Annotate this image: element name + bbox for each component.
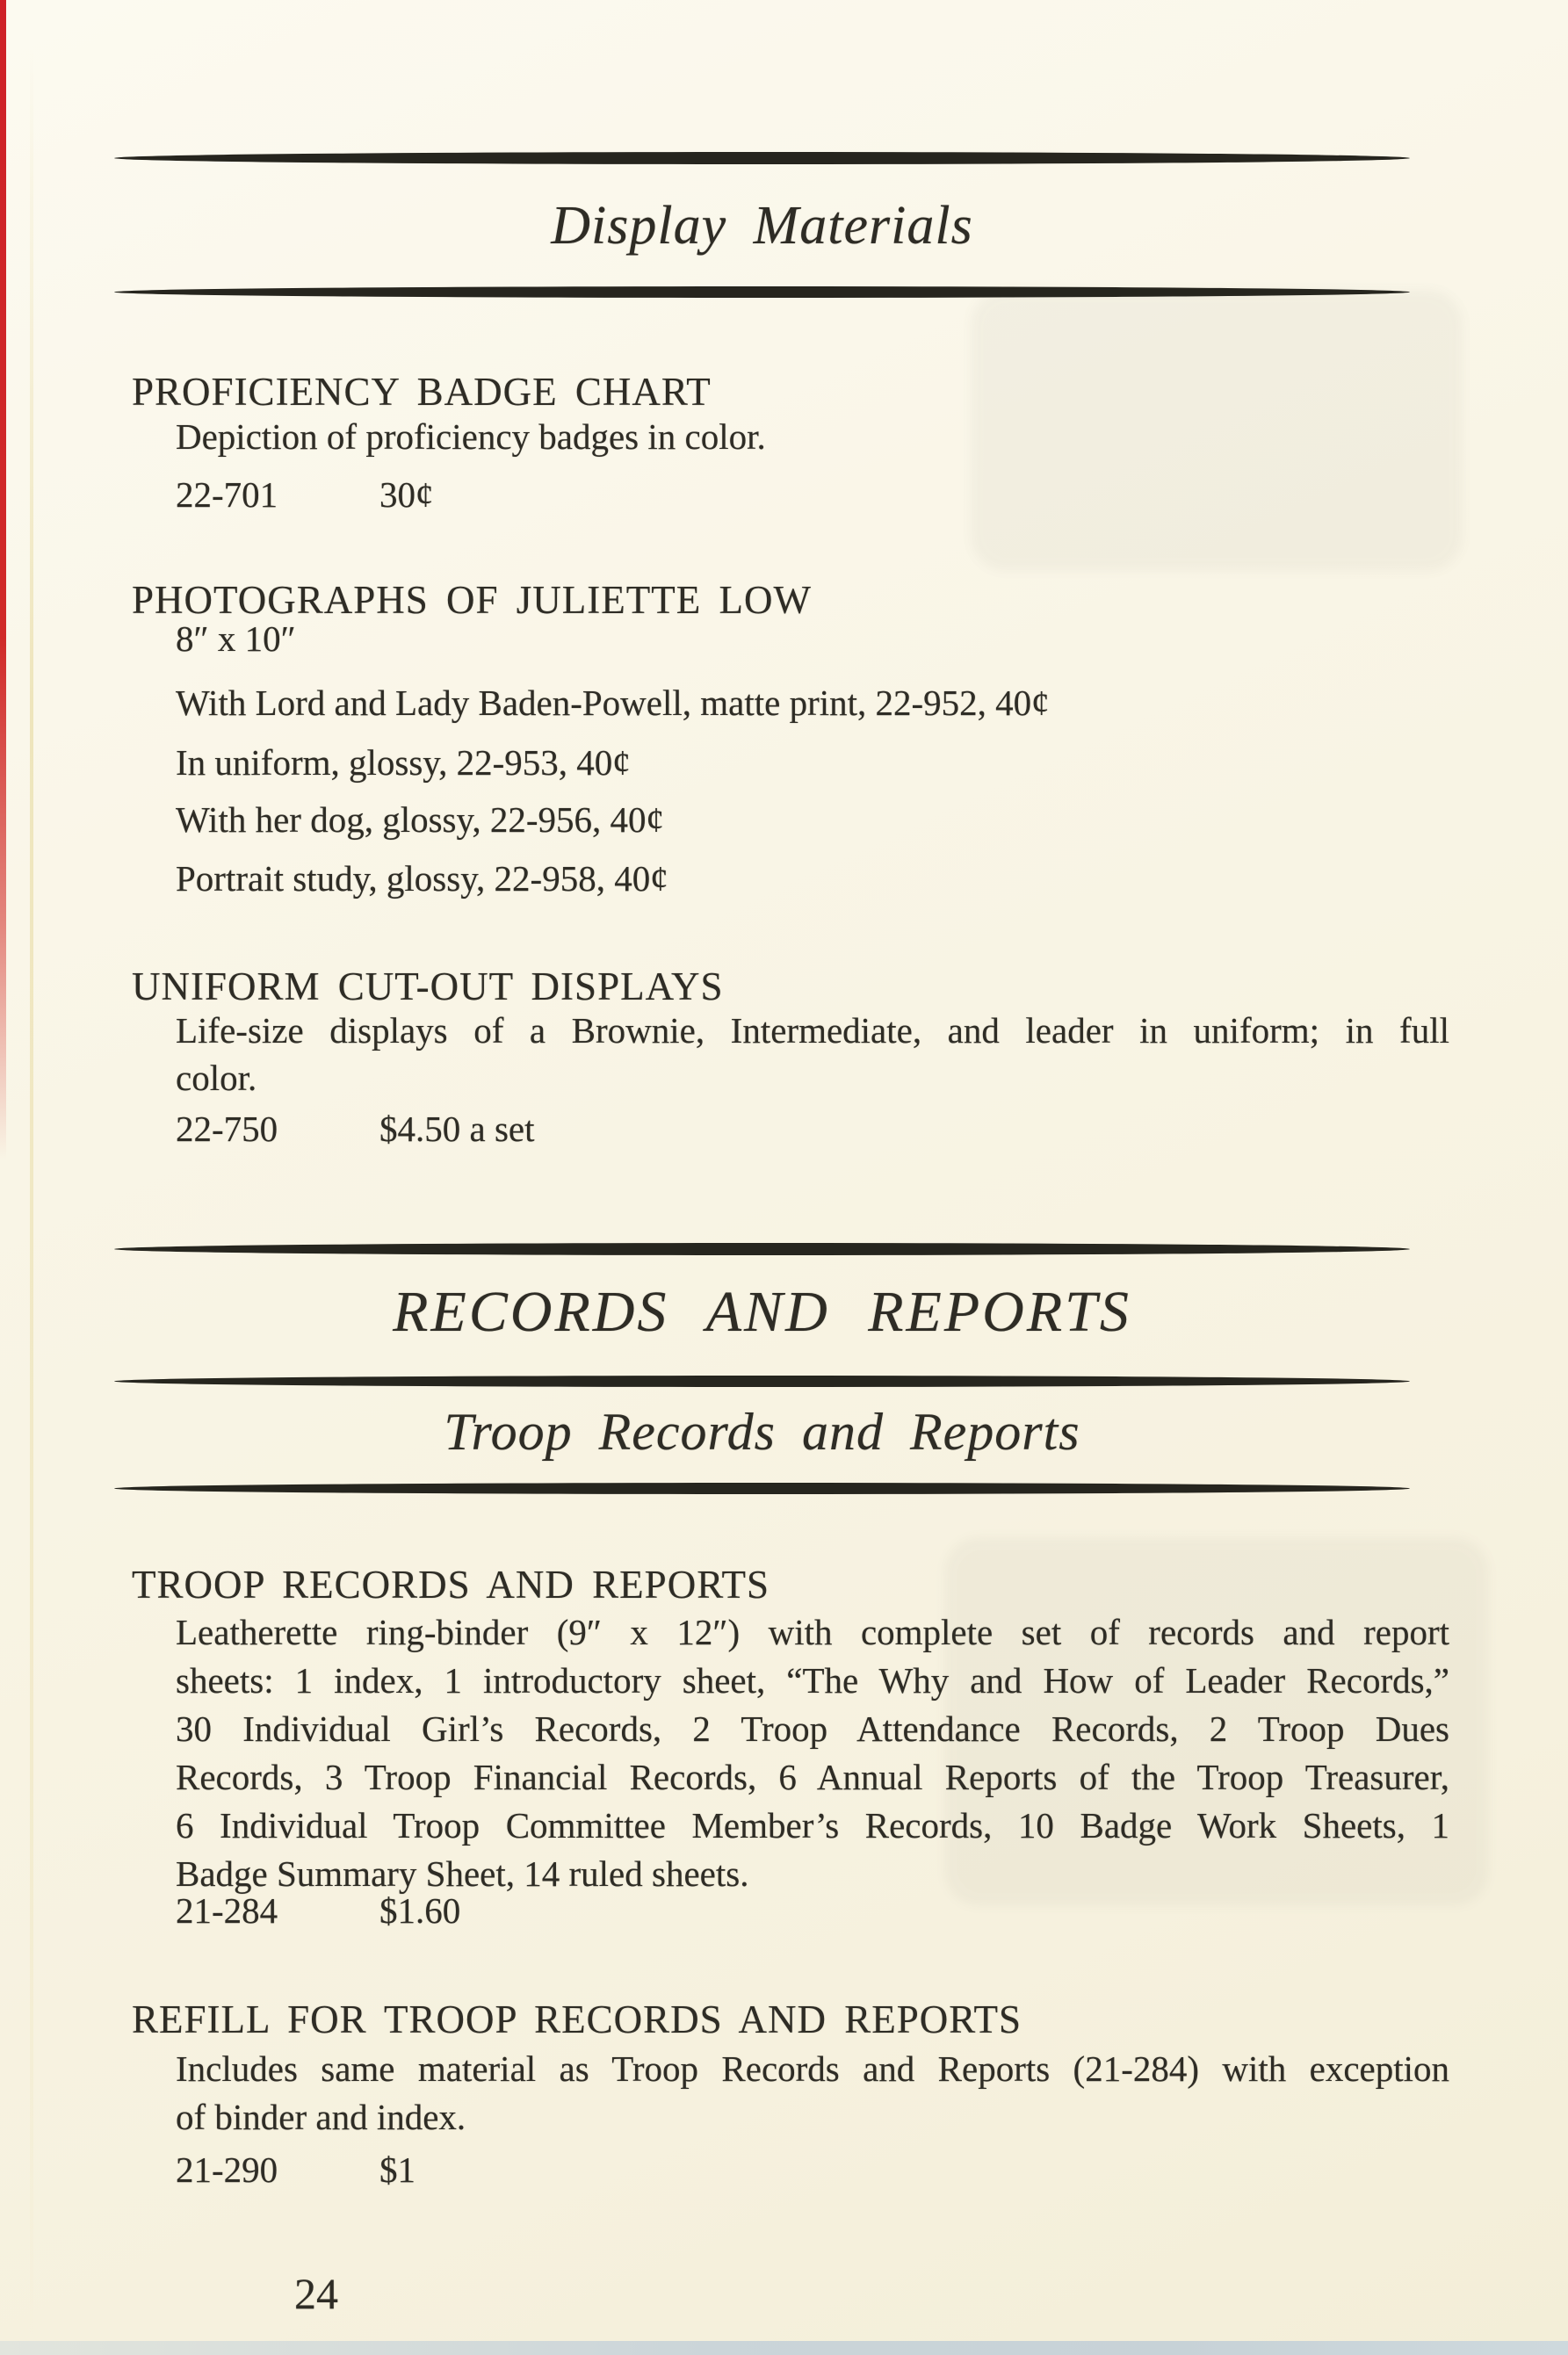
- paragraph-line: Records, 3 Troop Financial Records, 6 Annual Reports of the Troop Treasurer,: [176, 1757, 1449, 1797]
- divider-rule: [114, 1243, 1410, 1255]
- paragraph-line: Leatherette ring-binder (9″ x 12″) with complete set of records and report: [176, 1612, 1449, 1652]
- item-size: 8″ x 10″: [176, 618, 296, 659]
- item-price: 30¢: [379, 474, 434, 515]
- item-code-price-row: [176, 2149, 415, 2191]
- item-description-paragraph: [176, 2045, 1449, 2142]
- left-margin-crease: [30, 0, 33, 2355]
- page-bottom-edge: [0, 2341, 1568, 2355]
- paragraph-line: 30 Individual Girl’s Records, 2 Troop Attendance Records, 2 Troop Dues: [176, 1708, 1449, 1749]
- left-red-page-edge: [0, 0, 6, 1159]
- item-heading-troop-records-and-reports: TROOP RECORDS AND REPORTS: [132, 1563, 770, 1607]
- item-code-price-row: [176, 473, 434, 516]
- item-price: $1: [379, 2149, 415, 2190]
- subsection-title-troop-records: Troop Records and Reports: [444, 1403, 1080, 1461]
- page-number: 24: [294, 2269, 338, 2318]
- divider-rule: [114, 1483, 1410, 1494]
- item-code-price-row: [176, 1108, 535, 1150]
- divider-rule: [114, 1376, 1410, 1387]
- item-variant: With Lord and Lady Baden-Powell, matte print, 22-952, 40¢: [176, 683, 1050, 723]
- item-variant: Portrait study, glossy, 22-958, 40¢: [176, 858, 668, 899]
- paragraph-line: of binder and index.: [176, 2097, 466, 2137]
- item-heading-proficiency-badge-chart: PROFICIENCY BADGE CHART: [132, 370, 712, 414]
- paragraph-line: 6 Individual Troop Committee Member’s Records, 10 Badge Work Sheets, 1: [176, 1805, 1449, 1846]
- item-code: 22-750: [176, 1109, 278, 1149]
- bleedthrough-smudge: [971, 290, 1463, 571]
- paragraph-line: Badge Summary Sheet, 14 ruled sheets.: [176, 1853, 749, 1894]
- item-description-line: color.: [176, 1058, 257, 1098]
- item-code-price-row: [176, 1889, 460, 1932]
- item-code: 22-701: [176, 474, 278, 515]
- item-description-line: Life-size displays of a Brownie, Intermediate, and leader in uniform; in full: [176, 1010, 1449, 1051]
- section-title-records-and-reports: RECORDS AND REPORTS: [393, 1280, 1131, 1344]
- item-code: 21-290: [176, 2149, 278, 2190]
- divider-rule-under-title: [114, 286, 1410, 298]
- item-heading-photographs-juliette-low: PHOTOGRAPHS OF JULIETTE LOW: [132, 578, 812, 622]
- item-heading-refill-troop-records: REFILL FOR TROOP RECORDS AND REPORTS: [132, 1997, 1022, 2041]
- item-code: 21-284: [176, 1890, 278, 1931]
- item-description: Depiction of proficiency badges in color.: [176, 416, 766, 457]
- paragraph-line: Includes same material as Troop Records and Reports (21-284) with exception: [176, 2048, 1449, 2089]
- item-heading-uniform-cutout-displays: UNIFORM CUT-OUT DISPLAYS: [132, 964, 724, 1008]
- section-title-display-materials: Display Materials: [551, 196, 973, 256]
- item-description-paragraph: [176, 1608, 1449, 1898]
- item-variant: In uniform, glossy, 22-953, 40¢: [176, 742, 631, 783]
- paragraph-line: sheets: 1 index, 1 introductory sheet, “The Why and How of Leader Records,”: [176, 1660, 1449, 1701]
- item-price: $4.50 a set: [379, 1109, 535, 1149]
- divider-rule-top: [114, 152, 1410, 164]
- item-variant: With her dog, glossy, 22-956, 40¢: [176, 799, 664, 840]
- item-price: $1.60: [379, 1890, 461, 1931]
